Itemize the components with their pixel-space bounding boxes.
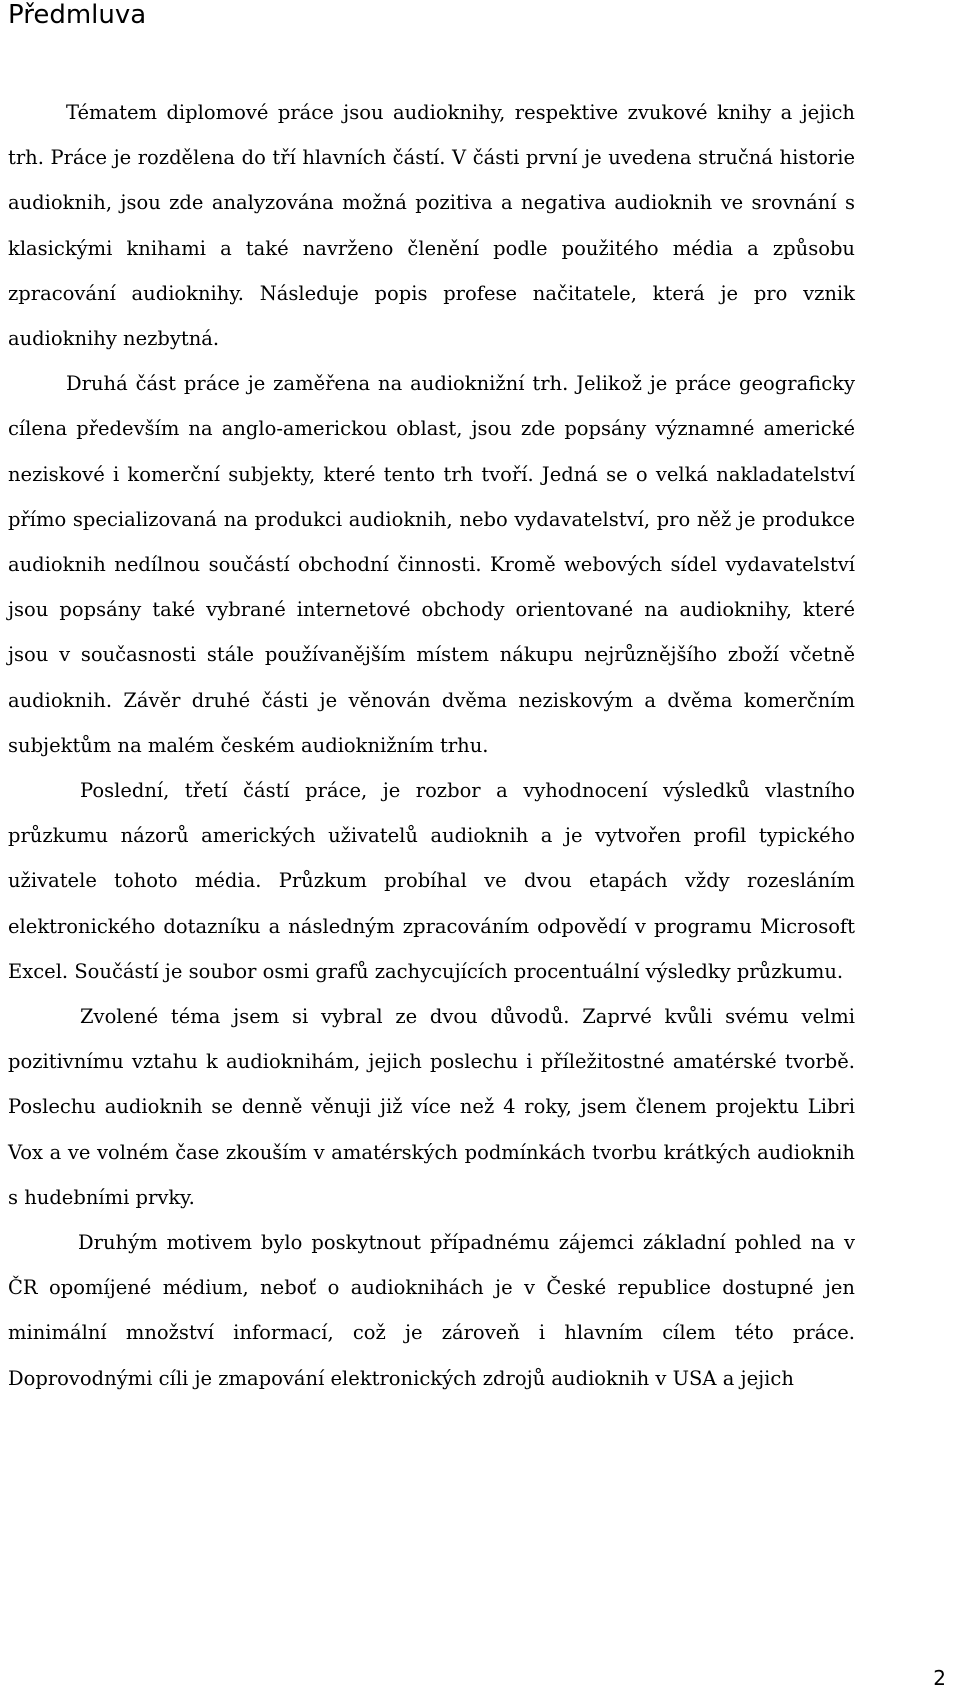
paragraph-audiobook-market: Druhá část práce je zaměřena na audioknižní trh. Jelikož je práce geograficky cílena především na anglo-americkou oblast, jsou zde popsány významné americké neziskové i komerční subjekty, které tento trh tvoří. Jedná se o velká nakladatelství přímo specializovaná na produkci audioknih, nebo vydavatelství, pro něž je produkce audioknih nedílnou součástí obchodní činnosti. Kromě webových sídel vydavatelství jsou popsány také vybrané internetové obchody orientované na audioknihy, které jsou v současnosti stále používanějším místem nákupu nejrůznějšího zboží včetně audioknih. Závěr druhé části je věnován dvěma neziskovým a dvěma komerčním subjektům na malém českém audioknižním trhu. bbox=[8, 372, 855, 757]
page-number: 2 bbox=[933, 1666, 946, 1690]
paragraph-survey-analysis: Poslední, třetí částí práce, je rozbor a vyhodnocení výsledků vlastního průzkumu názorů amerických uživatelů audioknih a je vytvořen profil typického uživatele tohoto média. Průzkum probíhal ve dvou etapách vždy rozesláním elektronického dotazníku a následným zpracováním odpovědí v programu Microsoft Excel. Součástí je soubor osmi grafů zachycujících procentuální výsledky průzkumu. bbox=[8, 779, 855, 983]
paragraph-topic-overview: Tématem diplomové práce jsou audioknihy, respektive zvukové knihy a jejich trh. Práce je rozdělena do tří hlavních částí. V části první je uvedena stručná historie audioknih, jsou zde analyzována možná pozitiva a negativa audioknih ve srovnání s klasickými knihami a také navrženo členění podle použitého média a způsobu zpracování audioknihy. Následuje popis profese načitatele, která je pro vznik audioknihy nezbytná. bbox=[8, 101, 855, 351]
paragraph-topic-motivation: Zvolené téma jsem si vybral ze dvou důvodů. Zaprvé kvůli svému velmi pozitivnímu vztahu k audioknihám, jejich poslechu i příležitostné amatérské tvorbě. Poslechu audioknih se denně věnuji již více než 4 roky, jsem členem projektu Libri Vox a ve volném čase zkouším v amatérských podmínkách tvorbu krátkých audioknih s hudebními prvky. bbox=[8, 1005, 855, 1209]
paragraph-second-motive: Druhým motivem bylo poskytnout případnému zájemci základní pohled na v ČR opomíjené médium, neboť o audioknihách je v České republice dostupné jen minimální množství informací, což je zároveň i hlavním cílem této práce. Doprovodnými cíli je zmapování elektronických zdrojů audioknih v USA a jejich bbox=[8, 1231, 855, 1390]
page-heading: Předmluva bbox=[8, 0, 147, 30]
document-body bbox=[8, 90, 855, 1401]
